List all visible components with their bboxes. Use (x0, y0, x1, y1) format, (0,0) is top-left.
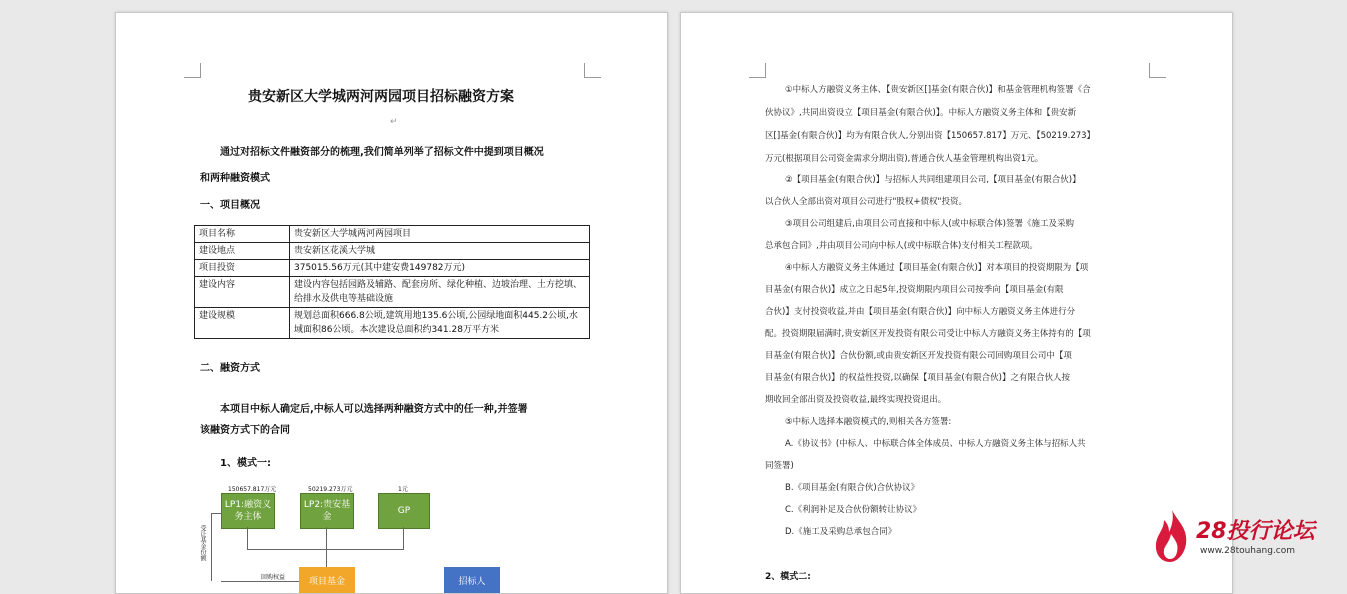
body-line: ①中标人方融资义务主体、【贵安新区[]基金(有限合伙)】和基金管理机构签署《合 (785, 85, 1091, 95)
body-line: ③项目公司组建后,由项目公司直接和中标人(或中标联合体)签署《施工及采购 (785, 219, 1074, 229)
document-page-2 (680, 12, 1233, 594)
margin-mark (749, 63, 766, 78)
section-heading-2: 二、融资方式 (200, 363, 260, 374)
table-key: 建设规模 (195, 308, 290, 339)
table-value: 建设内容包括园路及辅路、配套房所、绿化种植、边坡治理、土方挖填、给排水及供电等基础设施 (290, 277, 590, 308)
lp1-box: LP1:融资义务主体 (221, 493, 275, 529)
table-key: 项目名称 (195, 226, 290, 243)
section-heading-1: 一、项目概况 (200, 200, 260, 211)
body-line: ④中标人方融资义务主体通过【项目基金(有限合伙)】对本项目的投资期限为【项 (785, 263, 1089, 273)
body-line: 目基金(有限合伙)】合伙份额,或由贵安新区开发投资有限公司回购项目公司中【项 (765, 351, 1072, 361)
connector-line (211, 513, 212, 581)
flame-icon (1152, 508, 1192, 564)
mode-two-heading: 2、模式二: (765, 572, 811, 582)
para-line2: 该融资方式下的合同 (200, 425, 290, 436)
lp1-amount: 150657.817万元 (228, 486, 277, 493)
table-row (195, 277, 590, 308)
table-row (195, 308, 590, 339)
intro-line2: 和两种融资模式 (200, 173, 270, 184)
table-value: 375015.56万元(其中建安费149782万元) (290, 260, 590, 277)
body-line: 同签署) (765, 461, 794, 471)
watermark-url: www.28touhang.com (1200, 546, 1296, 556)
body-line: A.《协议书》(中标人、中标联合体全体成员、中标人方融资义务主体与招标人共 (785, 439, 1086, 449)
mode-one-heading: 1、模式一: (220, 458, 271, 469)
body-line: 万元(根据项目公司资金需求分期出资),普通合伙人基金管理机构出资1元。 (765, 154, 1044, 164)
body-line: 配。投资期限届满时,贵安新区开发投资有限公司受让中标人方融资义务主体持有的【项 (765, 329, 1091, 339)
fund-box: 项目基金 (299, 567, 355, 594)
para-line1: 本项目中标人确定后,中标人可以选择两种融资方式中的任一种,并签署 (220, 404, 528, 415)
table-key: 建设内容 (195, 277, 290, 308)
document-page-1 (115, 12, 668, 594)
site-watermark (1152, 508, 1342, 568)
body-line: 以合伙人全部出资对项目公司进行"股权+债权"投资。 (765, 197, 967, 207)
connector-line (247, 527, 248, 549)
body-line: B.《项目基金(有限合伙)合伙协议》 (785, 483, 920, 493)
gp-box: GP (378, 493, 430, 529)
table-key: 项目投资 (195, 260, 290, 277)
body-line: 合伙)】支付投资收益,并由【项目基金(有限合伙)】向中标人方融资义务主体进行分 (765, 307, 1076, 317)
table-row (195, 226, 590, 243)
body-line: 伙协议》,共同出资设立【项目基金(有限合伙)】。中标人方融资义务主体和【贵安新 (765, 108, 1077, 118)
body-line: C.《利润补足及合伙份额转让协议》 (785, 505, 922, 515)
table-row (195, 260, 590, 277)
intro-line1: 通过对招标文件融资部分的梳理,我们简单列举了招标文件中提到项目概况 (220, 147, 544, 158)
margin-mark (184, 63, 201, 78)
body-line: D.《施工及采购总承包合同》 (785, 527, 897, 537)
table-value: 贵安新区花溪大学城 (290, 243, 590, 260)
table-key: 建设地点 (195, 243, 290, 260)
body-line: ②【项目基金(有限合伙)】与招标人共同组建项目公司,【项目基金(有限合伙)】 (785, 175, 1081, 185)
body-line: 目基金(有限合伙)】成立之日起5年,投资期限内项目公司按季向【项目基金(有限 (765, 285, 1064, 295)
table-row (195, 243, 590, 260)
connector-line (211, 513, 221, 514)
body-line: 总承包合同》,并由项目公司向中标人(或中标联合体)支付相关工程款项。 (765, 241, 1038, 251)
body-line: 目基金(有限合伙)】的权益性投资,以确保【项目基金(有限合伙)】之有限合伙人按 (765, 373, 1070, 383)
lp2-amount: 50219.273万元 (308, 486, 353, 493)
document-title: 贵安新区大学城两河两园项目招标融资方案 (248, 89, 514, 105)
project-info-table (194, 225, 590, 339)
margin-mark (1149, 63, 1166, 78)
paragraph-mark: ↵ (390, 117, 398, 127)
connector-line (403, 527, 404, 549)
connector-line (326, 527, 327, 567)
watermark-name: 28投行论坛 (1196, 519, 1315, 544)
gp-amount: 1元 (398, 486, 408, 493)
side-label: 受让基金份额 (199, 525, 206, 561)
body-line: 区[]基金(有限合伙)】均为有限合伙人,分别出资【150657.817】万元、【50219.273】 (765, 131, 1096, 141)
connector-line (247, 549, 404, 550)
bidder-box: 招标人 (444, 567, 500, 594)
table-value: 规划总面积666.8公顷,建筑用地135.6公顷,公园绿地面积445.2公顷,水域面积86公顷。本次建设总面积约341.28万平方米 (290, 308, 590, 339)
body-line: ⑤中标人选择本融资模式的,则相关各方签署: (785, 417, 952, 427)
margin-mark (584, 63, 601, 78)
buyback-label: 回购权益 (261, 574, 286, 581)
body-line: 期收回全部出资及投资收益,最终实现投资退出。 (765, 395, 947, 405)
lp2-box: LP2:贵安基金 (300, 493, 354, 529)
table-value: 贵安新区大学城两河两园项目 (290, 226, 590, 243)
